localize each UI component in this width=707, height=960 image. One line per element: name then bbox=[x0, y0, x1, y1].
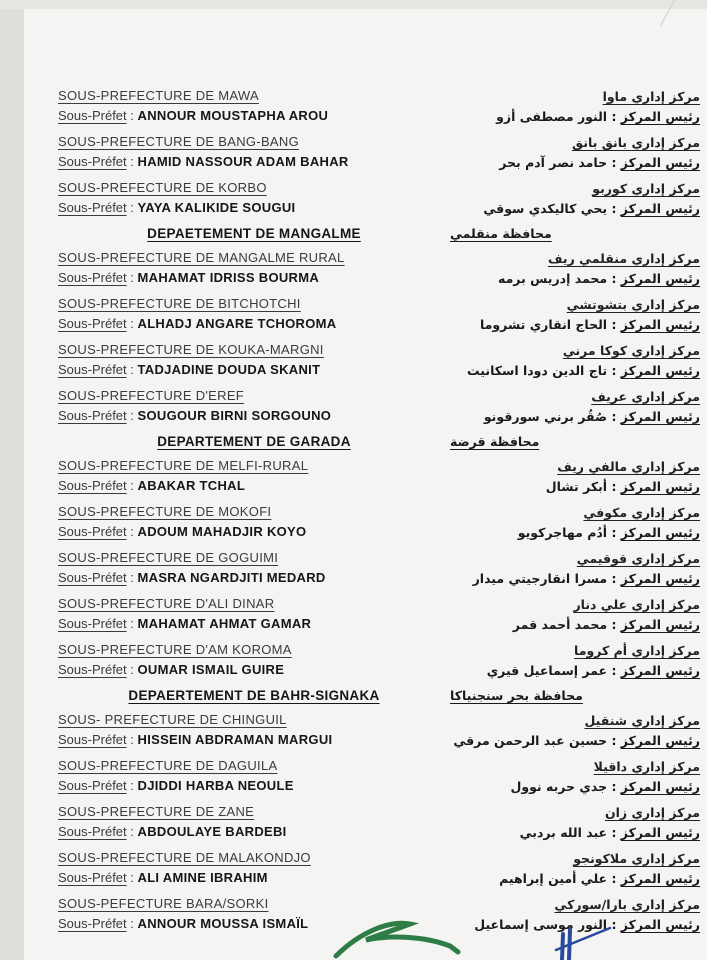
subprefect-line-fr bbox=[58, 614, 450, 634]
center-head-line-ar bbox=[450, 823, 700, 843]
separator-text: : bbox=[126, 616, 138, 631]
subprefecture-title-fr: SOUS-PREFECTURE DE KOUKA-MARGNI bbox=[58, 342, 324, 357]
center-head-name-ar: جدي حربه نوول bbox=[510, 779, 608, 794]
entry-french-block bbox=[58, 548, 450, 588]
center-head-name-ar: أبكر تشال bbox=[545, 479, 608, 494]
subprefect-line-fr bbox=[58, 406, 450, 426]
subprefect-line-fr bbox=[58, 198, 450, 218]
separator-text: : bbox=[607, 155, 621, 170]
separator-text: : bbox=[607, 363, 621, 378]
entry-french-block bbox=[58, 802, 450, 842]
subprefect-name-fr: DJIDDI HARBA NEOULE bbox=[137, 778, 294, 793]
admin-center-title-ar: مركز إداري بتشوتشي bbox=[566, 297, 700, 312]
entry-french-block bbox=[58, 848, 450, 888]
center-head-label-ar: رئيس المركز bbox=[620, 317, 700, 332]
subprefecture-entry-row bbox=[58, 178, 700, 219]
subprefecture-entry-row bbox=[58, 710, 700, 751]
subprefecture-title-fr: SOUS-PREFECTURE DE DAGUILA bbox=[58, 758, 278, 773]
subprefect-line-fr bbox=[58, 522, 450, 542]
center-head-name-ar: النور موسى إسماعيل bbox=[474, 917, 608, 932]
admin-center-title-ar: مركز إداري زان bbox=[604, 805, 700, 820]
separator-text: : bbox=[607, 409, 621, 424]
subprefect-label-fr: Sous-Préfet bbox=[58, 870, 127, 885]
subprefecture-title-fr: SOUS-PREFECTURE DE ZANE bbox=[58, 804, 255, 819]
entry-arabic-block bbox=[450, 802, 700, 843]
admin-center-title-ar: مركز إداري ملاكونجو bbox=[573, 851, 700, 866]
center-head-line-ar bbox=[450, 523, 700, 543]
separator-text: : bbox=[126, 316, 138, 331]
entry-arabic-block bbox=[450, 456, 700, 497]
separator-text: : bbox=[126, 778, 138, 793]
separator-text: : bbox=[126, 270, 138, 285]
admin-center-title-ar: مركز إداري علي دنار bbox=[573, 597, 700, 612]
separator-text: : bbox=[126, 108, 138, 123]
subprefect-label-fr: Sous-Préfet bbox=[58, 108, 127, 123]
center-head-name-ar: صُقُر برني سورقونو bbox=[483, 409, 608, 424]
center-head-name-ar: عبد الله بردبي bbox=[519, 825, 608, 840]
subprefect-name-fr: SOUGOUR BIRNI SORGOUNO bbox=[137, 408, 332, 423]
subprefecture-entry-row bbox=[58, 456, 700, 497]
entry-arabic-block bbox=[450, 86, 700, 127]
center-head-name-ar: النور مصطفى أزو bbox=[496, 109, 608, 124]
center-head-line-ar bbox=[450, 661, 700, 681]
separator-text: : bbox=[607, 479, 621, 494]
center-head-label-ar: رئيس المركز bbox=[620, 871, 700, 886]
subprefect-line-fr bbox=[58, 152, 450, 172]
page-left-edge bbox=[0, 0, 24, 960]
entry-french-block bbox=[58, 86, 450, 126]
center-head-line-ar bbox=[450, 869, 700, 889]
subprefect-label-fr: Sous-Préfet bbox=[58, 362, 127, 377]
subprefecture-title-fr: SOUS-PREFECTURE D'AM KOROMA bbox=[58, 642, 292, 657]
admin-center-title-ar: مركز إداري كوربو bbox=[592, 181, 700, 196]
subprefect-label-fr: Sous-Préfet bbox=[58, 478, 127, 493]
subprefecture-entry-row bbox=[58, 248, 700, 289]
center-head-label-ar: رئيس المركز bbox=[620, 733, 700, 748]
entry-arabic-block bbox=[450, 848, 700, 889]
center-head-line-ar bbox=[450, 615, 700, 635]
separator-text: : bbox=[126, 570, 138, 585]
subprefect-line-fr bbox=[58, 660, 450, 680]
separator-text: : bbox=[607, 525, 621, 540]
entry-arabic-block bbox=[450, 178, 700, 219]
separator-text: : bbox=[126, 870, 138, 885]
subprefect-name-fr: MAHAMAT AHMAT GAMAR bbox=[137, 616, 312, 631]
entry-arabic-block bbox=[450, 548, 700, 589]
separator-text: : bbox=[607, 201, 621, 216]
subprefecture-entry-row bbox=[58, 802, 700, 843]
subprefect-line-fr bbox=[58, 568, 450, 588]
department-header-ar: محافظة منقلمي bbox=[450, 226, 552, 241]
entry-french-block bbox=[58, 178, 450, 218]
subprefecture-title-fr: SOUS-PREFECTURE DE BANG-BANG bbox=[58, 134, 299, 149]
subprefect-name-fr: ABAKAR TCHAL bbox=[137, 478, 246, 493]
subprefect-label-fr: Sous-Préfet bbox=[58, 408, 127, 423]
subprefecture-title-fr: SOUS-PREFECTURE DE MANGALME RURAL bbox=[58, 250, 345, 265]
department-header-fr: DEPAERTEMENT DE BAHR-SIGNAKA bbox=[128, 688, 380, 703]
entry-arabic-block bbox=[450, 340, 700, 381]
entry-arabic-block bbox=[450, 640, 700, 681]
subprefect-name-fr: HISSEIN ABDRAMAN MARGUI bbox=[137, 732, 333, 747]
center-head-name-ar: مسرا انقارجيتي ميدار bbox=[472, 571, 608, 586]
center-head-name-ar: عمر إسماعيل قيري bbox=[486, 663, 608, 678]
subprefecture-title-fr: SOUS-PREFECTURE DE GOGUIMI bbox=[58, 550, 279, 565]
subprefecture-title-fr: SOUS-PREFECTURE DE MAWA bbox=[58, 88, 259, 103]
subprefect-name-fr: YAYA KALIKIDE SOUGUI bbox=[137, 200, 296, 215]
entry-arabic-block bbox=[450, 502, 700, 543]
center-head-label-ar: رئيس المركز bbox=[620, 825, 700, 840]
subprefect-name-fr: ALHADJ ANGARE TCHOROMA bbox=[137, 316, 337, 331]
center-head-name-ar: الحاج انقاري تشروما bbox=[479, 317, 608, 332]
subprefect-line-fr bbox=[58, 776, 450, 796]
admin-center-title-ar: مركز إداري عريف bbox=[591, 389, 700, 404]
separator-text: : bbox=[607, 779, 621, 794]
center-head-line-ar bbox=[450, 569, 700, 589]
center-head-line-ar bbox=[450, 477, 700, 497]
center-head-label-ar: رئيس المركز bbox=[620, 571, 700, 586]
subprefect-label-fr: Sous-Préfet bbox=[58, 270, 127, 285]
department-header-ar: محافظة قرضة bbox=[450, 434, 540, 449]
entry-french-block bbox=[58, 132, 450, 172]
department-header-fr: DEPAETEMENT DE MANGALME bbox=[147, 226, 361, 241]
subprefecture-title-fr: SOUS-PREFECTURE D'EREF bbox=[58, 388, 245, 403]
green-signature-mark bbox=[332, 916, 462, 960]
subprefecture-entry-row bbox=[58, 594, 700, 635]
subprefect-label-fr: Sous-Préfet bbox=[58, 662, 127, 677]
subprefect-name-fr: ANNOUR MOUSTAPHA AROU bbox=[137, 108, 329, 123]
entry-french-block bbox=[58, 502, 450, 542]
subprefect-name-fr: ANNOUR MOUSSA ISMAÏL bbox=[137, 916, 309, 931]
center-head-name-ar: حسين عبد الرحمن مرقي bbox=[453, 733, 608, 748]
entry-french-block bbox=[58, 386, 450, 426]
center-head-label-ar: رئيس المركز bbox=[620, 525, 700, 540]
subprefect-label-fr: Sous-Préfet bbox=[58, 824, 127, 839]
center-head-name-ar: يحي كاليكدي سوقي bbox=[483, 201, 608, 216]
subprefecture-title-fr: SOUS-PREFECTURE D'ALI DINAR bbox=[58, 596, 275, 611]
center-head-line-ar bbox=[450, 315, 700, 335]
admin-center-title-ar: مركز إداري أم كروما bbox=[574, 643, 700, 658]
center-head-label-ar: رئيس المركز bbox=[620, 363, 700, 378]
entry-french-block bbox=[58, 710, 450, 750]
admin-center-title-ar: مركز إداري بانق بانق bbox=[572, 135, 700, 150]
entry-french-block bbox=[58, 756, 450, 796]
center-head-label-ar: رئيس المركز bbox=[620, 617, 700, 632]
center-head-label-ar: رئيس المركز bbox=[620, 663, 700, 678]
subprefect-name-fr: MASRA NGARDJITI MEDARD bbox=[137, 570, 326, 585]
subprefecture-entry-row bbox=[58, 848, 700, 889]
subprefecture-entry-row bbox=[58, 294, 700, 335]
center-head-line-ar bbox=[450, 199, 700, 219]
department-header-fr: DEPARTEMENT DE GARADA bbox=[157, 434, 351, 449]
center-head-line-ar bbox=[450, 269, 700, 289]
separator-text: : bbox=[607, 825, 621, 840]
subprefecture-entry-row bbox=[58, 502, 700, 543]
subprefect-label-fr: Sous-Préfet bbox=[58, 778, 127, 793]
subprefect-label-fr: Sous-Préfet bbox=[58, 916, 127, 931]
subprefecture-title-fr: SOUS-PREFECTURE DE MELFI-RURAL bbox=[58, 458, 309, 473]
entry-arabic-block bbox=[450, 710, 700, 751]
admin-center-title-ar: مركز إداري كوكا مرني bbox=[562, 343, 700, 358]
subprefecture-title-fr: SOUS-PREFECTURE DE MOKOFI bbox=[58, 504, 272, 519]
separator-text: : bbox=[126, 200, 138, 215]
subprefect-line-fr bbox=[58, 268, 450, 288]
subprefecture-title-fr: SOUS-PEFECTURE BARA/SORKI bbox=[58, 896, 269, 911]
subprefecture-entry-row bbox=[58, 132, 700, 173]
center-head-label-ar: رئيس المركز bbox=[620, 271, 700, 286]
entry-arabic-block bbox=[450, 132, 700, 173]
separator-text: : bbox=[126, 362, 138, 377]
center-head-name-ar: محمد إدريس برمه bbox=[497, 271, 608, 286]
subprefect-name-fr: ABDOULAYE BARDEBI bbox=[137, 824, 287, 839]
entry-arabic-block bbox=[450, 386, 700, 427]
entry-french-block bbox=[58, 640, 450, 680]
subprefecture-title-fr: SOUS-PREFECTURE DE BITCHOTCHI bbox=[58, 296, 301, 311]
subprefect-label-fr: Sous-Préfet bbox=[58, 732, 127, 747]
separator-text: : bbox=[607, 733, 621, 748]
center-head-line-ar bbox=[450, 107, 700, 127]
subprefect-line-fr bbox=[58, 822, 450, 842]
center-head-name-ar: علي أمين إبراهيم bbox=[499, 871, 608, 886]
department-header-row bbox=[58, 686, 700, 706]
center-head-name-ar: حامد نصر آدم بحر bbox=[499, 155, 608, 170]
separator-text: : bbox=[126, 662, 138, 677]
separator-text: : bbox=[126, 154, 138, 169]
subprefecture-entry-row bbox=[58, 640, 700, 681]
subprefecture-entry-row bbox=[58, 386, 700, 427]
entry-arabic-block bbox=[450, 756, 700, 797]
center-head-name-ar: أدُم مهاجركويو bbox=[517, 525, 608, 540]
subprefecture-entry-row bbox=[58, 340, 700, 381]
entry-french-block bbox=[58, 248, 450, 288]
subprefect-label-fr: Sous-Préfet bbox=[58, 616, 127, 631]
separator-text: : bbox=[607, 271, 621, 286]
blue-ink-mark bbox=[548, 924, 618, 960]
subprefect-line-fr bbox=[58, 868, 450, 888]
admin-center-title-ar: مركز إداري بارا/سوركي bbox=[554, 897, 700, 912]
center-head-name-ar: تاج الدين دودا اسكانيت bbox=[467, 363, 608, 378]
admin-center-title-ar: مركز إداري شنقيل bbox=[584, 713, 700, 728]
subprefect-line-fr bbox=[58, 730, 450, 750]
appointments-list bbox=[58, 86, 700, 940]
subprefecture-title-fr: SOUS-PREFECTURE DE MALAKONDJO bbox=[58, 850, 311, 865]
admin-center-title-ar: مركز إداري قوقيمي bbox=[576, 551, 700, 566]
center-head-label-ar: رئيس المركز bbox=[620, 917, 700, 932]
department-header-row bbox=[58, 432, 700, 452]
center-head-name-ar: محمد أحمد قمر bbox=[512, 617, 608, 632]
separator-text: : bbox=[126, 732, 138, 747]
subprefect-name-fr: HAMID NASSOUR ADAM BAHAR bbox=[137, 154, 349, 169]
subprefect-name-fr: TADJADINE DOUDA SKANIT bbox=[137, 362, 321, 377]
separator-text: : bbox=[126, 478, 138, 493]
subprefect-line-fr bbox=[58, 106, 450, 126]
entry-arabic-block bbox=[450, 248, 700, 289]
subprefect-name-fr: ADOUM MAHADJIR KOYO bbox=[137, 524, 307, 539]
center-head-label-ar: رئيس المركز bbox=[620, 409, 700, 424]
entry-arabic-block bbox=[450, 594, 700, 635]
subprefect-name-fr: MAHAMAT IDRISS BOURMA bbox=[137, 270, 320, 285]
separator-text: : bbox=[607, 571, 621, 586]
center-head-line-ar bbox=[450, 361, 700, 381]
center-head-line-ar bbox=[450, 731, 700, 751]
admin-center-title-ar: مركز إداري ماوا bbox=[602, 89, 700, 104]
subprefect-line-fr bbox=[58, 314, 450, 334]
separator-text: : bbox=[607, 917, 621, 932]
page-top-edge bbox=[0, 0, 707, 9]
separator-text: : bbox=[126, 824, 138, 839]
department-header-row bbox=[58, 224, 700, 244]
subprefect-label-fr: Sous-Préfet bbox=[58, 200, 127, 215]
subprefect-name-fr: OUMAR ISMAIL GUIRE bbox=[137, 662, 285, 677]
separator-text: : bbox=[126, 408, 138, 423]
separator-text: : bbox=[607, 663, 621, 678]
separator-text: : bbox=[607, 617, 621, 632]
center-head-line-ar bbox=[450, 777, 700, 797]
center-head-label-ar: رئيس المركز bbox=[620, 155, 700, 170]
center-head-label-ar: رئيس المركز bbox=[620, 201, 700, 216]
subprefect-line-fr bbox=[58, 476, 450, 496]
admin-center-title-ar: مركز إداري منقلمي ريف bbox=[548, 251, 700, 266]
admin-center-title-ar: مركز إداري مالفي ريف bbox=[557, 459, 700, 474]
separator-text: : bbox=[126, 916, 138, 931]
admin-center-title-ar: مركز إداري داقيلا bbox=[593, 759, 700, 774]
center-head-label-ar: رئيس المركز bbox=[620, 479, 700, 494]
entry-french-block bbox=[58, 294, 450, 334]
separator-text: : bbox=[607, 871, 621, 886]
subprefecture-title-fr: SOUS- PREFECTURE DE CHINGUIL bbox=[58, 712, 287, 727]
subprefect-line-fr bbox=[58, 360, 450, 380]
separator-text: : bbox=[607, 317, 621, 332]
entry-french-block bbox=[58, 594, 450, 634]
separator-text: : bbox=[607, 109, 621, 124]
subprefecture-entry-row bbox=[58, 86, 700, 127]
subprefect-label-fr: Sous-Préfet bbox=[58, 524, 127, 539]
subprefecture-entry-row bbox=[58, 756, 700, 797]
center-head-line-ar bbox=[450, 407, 700, 427]
center-head-label-ar: رئيس المركز bbox=[620, 779, 700, 794]
center-head-label-ar: رئيس المركز bbox=[620, 109, 700, 124]
subprefecture-entry-row bbox=[58, 548, 700, 589]
subprefect-label-fr: Sous-Préfet bbox=[58, 570, 127, 585]
entry-french-block bbox=[58, 340, 450, 380]
center-head-line-ar bbox=[450, 153, 700, 173]
subprefect-name-fr: ALI AMINE IBRAHIM bbox=[137, 870, 268, 885]
subprefecture-title-fr: SOUS-PREFECTURE DE KORBO bbox=[58, 180, 267, 195]
entry-french-block bbox=[58, 456, 450, 496]
department-header-ar: محافظة بحر سنجنياكا bbox=[450, 688, 583, 703]
subprefect-label-fr: Sous-Préfet bbox=[58, 154, 127, 169]
separator-text: : bbox=[126, 524, 138, 539]
entry-arabic-block bbox=[450, 294, 700, 335]
admin-center-title-ar: مركز إداري مكوفي bbox=[583, 505, 700, 520]
subprefect-label-fr: Sous-Préfet bbox=[58, 316, 127, 331]
